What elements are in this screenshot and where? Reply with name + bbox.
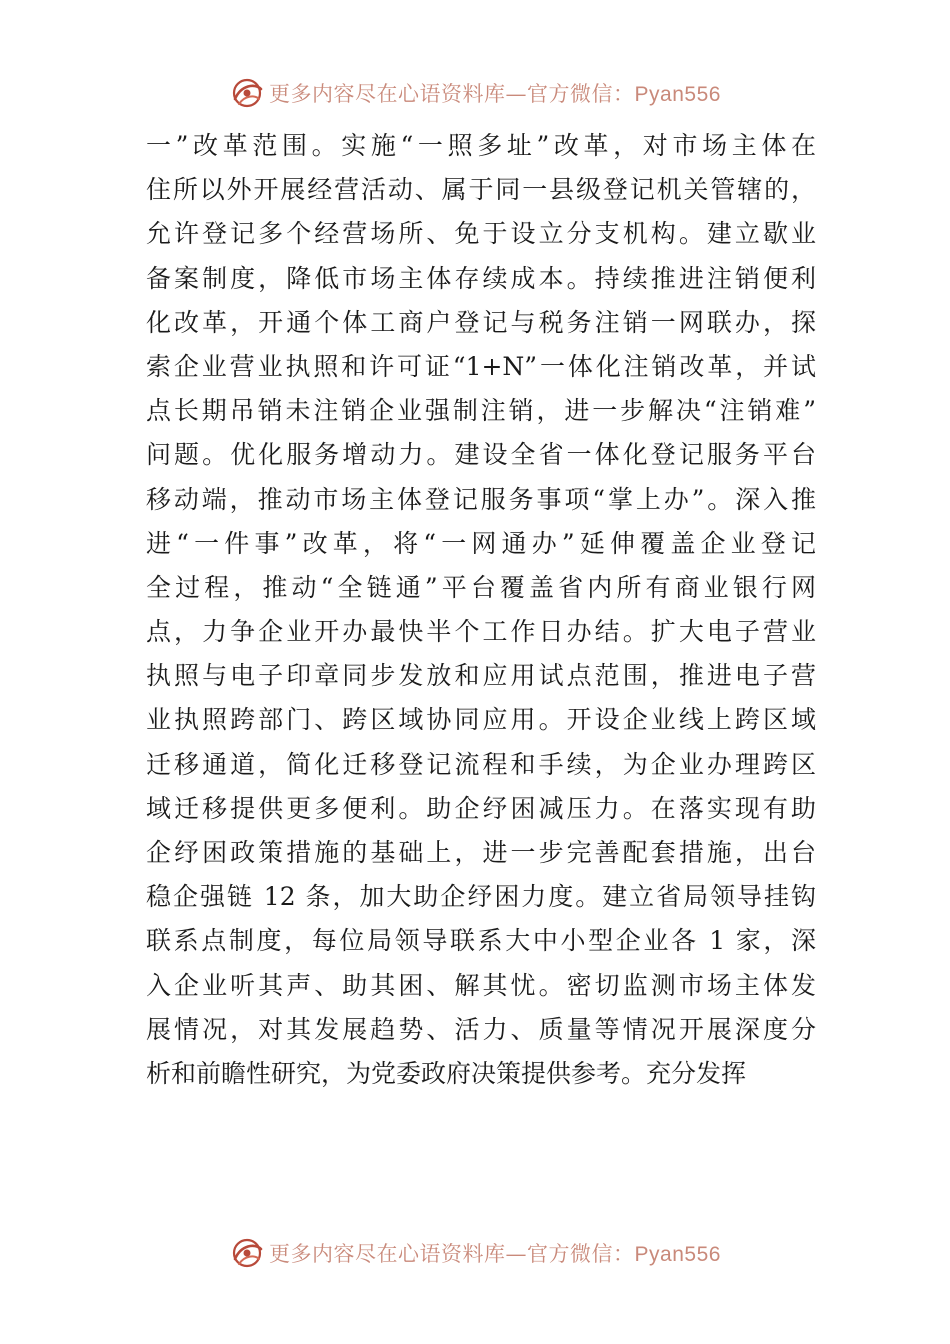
text-line: 移动端，推动市场主体登记服务事项“掌上办”。深入推 bbox=[146, 484, 816, 514]
text-line: 域迁移提供更多便利。助企纾困减压力。在落实现有助 bbox=[146, 793, 816, 823]
text-line: 展情况，对其发展趋势、活力、质量等情况开展深度分 bbox=[146, 1014, 816, 1044]
text-line: 联系点制度，每位局领导联系大中小型企业各 1 家，深 bbox=[146, 926, 816, 956]
text-line: 化改革，开通个体工商户登记与税务注销一网联办，探 bbox=[146, 307, 816, 337]
text-line: 一”改革范围。实施“一照多址”改革，对市场主体在 bbox=[146, 131, 816, 160]
text-line: 稳企强链 12 条，加大助企纾困力度。建立省局领导挂钩 bbox=[146, 882, 816, 912]
text-line: 全过程，推动“全链通”平台覆盖省内所有商业银行网 bbox=[146, 572, 816, 602]
text-line: 执照与电子印章同步发放和应用试点范围，推进电子营 bbox=[146, 661, 816, 691]
footer-watermark-text: 更多内容尽在心语资料库—官方微信：Pyan556 bbox=[269, 1242, 721, 1266]
text-line: 住所以外开展经营活动、属于同一县级登记机关管辖的， bbox=[146, 175, 816, 205]
header-watermark bbox=[0, 71, 950, 115]
text-line: 备案制度，降低市场主体存续成本。持续推进注销便利 bbox=[146, 263, 816, 293]
text-line: 业执照跨部门、跨区域协同应用。开设企业线上跨区域 bbox=[146, 705, 816, 735]
text-line: 点长期吊销未注销企业强制注销，进一步解决“注销难” bbox=[146, 396, 816, 426]
text-line: 问题。优化服务增动力。建设全省一体化登记服务平台 bbox=[146, 440, 816, 470]
document-body bbox=[146, 124, 816, 1096]
text-line: 允许登记多个经营场所、免于设立分支机构。建立歇业 bbox=[146, 219, 816, 249]
text-line: 入企业听其声、助其困、解其忧。密切监测市场主体发 bbox=[146, 970, 816, 1000]
footer-wechat-id: Pyan556 bbox=[634, 1243, 721, 1266]
text-line: 企纾困政策措施的基础上，进一步完善配套措施，出台 bbox=[146, 838, 816, 867]
text-line: 点，力争企业开办最快半个工作日办结。扩大电子营业 bbox=[146, 617, 816, 647]
header-wechat-id: Pyan556 bbox=[634, 83, 721, 106]
text-line: 索企业营业执照和许可证“1+N”一体化注销改革，并试 bbox=[146, 351, 816, 381]
text-line: 析和前瞻性研究，为党委政府决策提供参考。充分发挥 bbox=[146, 1058, 747, 1088]
swirl-logo-icon bbox=[229, 75, 265, 111]
text-line: 迁移通道，简化迁移登记流程和手续，为企业办理跨区 bbox=[146, 749, 816, 779]
footer-watermark bbox=[0, 1231, 950, 1275]
header-watermark-text: 更多内容尽在心语资料库—官方微信：Pyan556 bbox=[269, 82, 721, 106]
swirl-logo-icon bbox=[229, 1235, 265, 1271]
text-line: 进“一件事”改革，将“一网通办”延伸覆盖企业登记 bbox=[146, 528, 816, 558]
